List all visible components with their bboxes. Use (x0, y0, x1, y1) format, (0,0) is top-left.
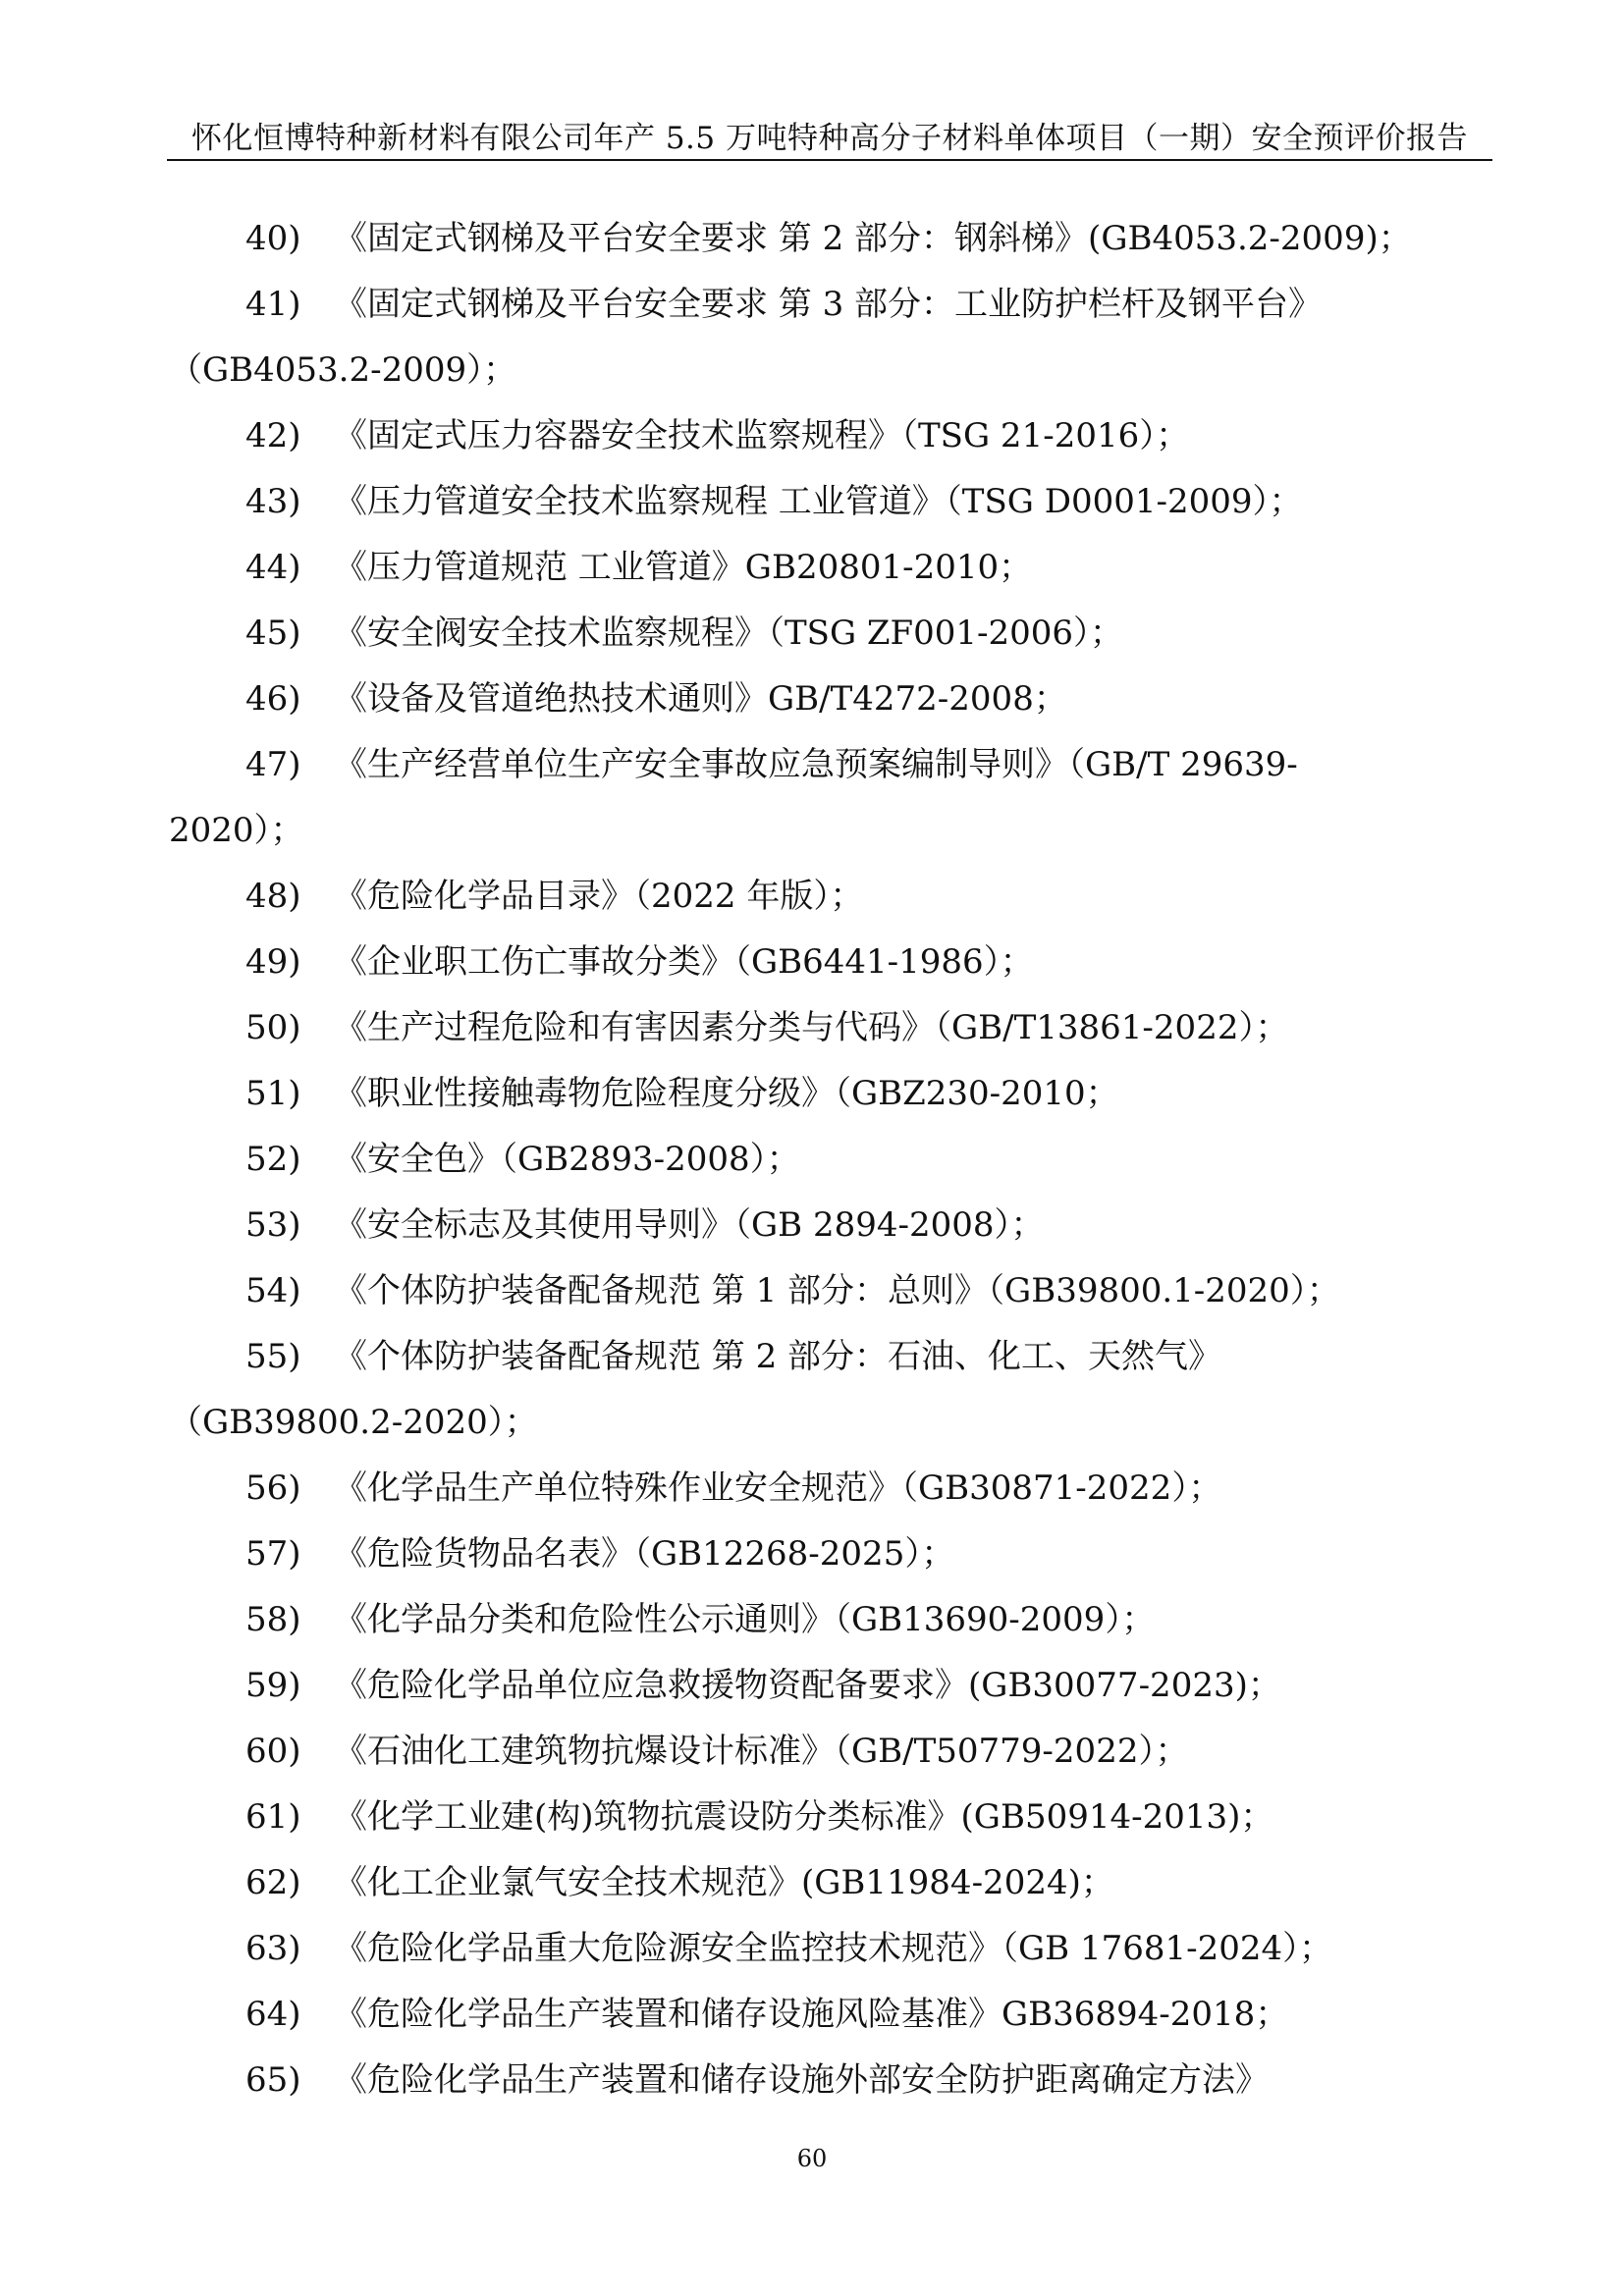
reference-text: 《个体防护装备配备规范 第 1 部分：总则》（GB39800.1-2020）； (334, 1271, 1340, 1310)
reference-number: 44) (245, 548, 301, 587)
reference-item (169, 667, 1481, 732)
reference-item (169, 930, 1481, 995)
reference-item (169, 1456, 1481, 1522)
reference-text: 《设备及管道绝热技术通则》GB/T4272-2008； (334, 679, 1067, 719)
reference-item (169, 535, 1481, 601)
reference-number: 60) (245, 1732, 301, 1771)
reference-item (169, 1785, 1481, 1850)
reference-text: 《企业职工伤亡事故分类》（GB6441-1986）； (334, 942, 1034, 982)
reference-number: 41) (245, 285, 301, 324)
reference-number: 51) (245, 1074, 301, 1113)
header-rule (167, 159, 1492, 161)
running-header: 怀化恒博特种新材料有限公司年产 5.5 万吨特种高分子材料单体项目（一期）安全预评价报告 (190, 121, 1468, 156)
reference-text: 《安全标志及其使用导则》（GB 2894-2008）； (334, 1205, 1045, 1245)
reference-text: 《安全色》（GB2893-2008）； (334, 1140, 800, 1179)
page-number: 60 (796, 2145, 828, 2172)
reference-number: 55) (245, 1337, 301, 1376)
reference-item (169, 995, 1481, 1061)
reference-text: 《压力管道规范 工业管道》GB20801-2010； (334, 548, 1033, 587)
reference-item (169, 206, 1481, 272)
reference-text: 《化工企业氯气安全技术规范》(GB11984-2024)； (334, 1863, 1114, 1902)
reference-number: 61) (245, 1797, 301, 1837)
reference-item (169, 1258, 1481, 1324)
reference-number: 56) (245, 1468, 301, 1508)
reference-number: 49) (245, 942, 301, 982)
reference-text: 《固定式钢梯及平台安全要求 第 2 部分：钢斜梯》(GB4053.2-2009)； (334, 219, 1412, 258)
reference-continuation: 2020）； (169, 811, 304, 850)
reference-number: 62) (245, 1863, 301, 1902)
reference-number: 43) (245, 482, 301, 521)
reference-text: 《化学品分类和危险性公示通则》（GB13690-2009）； (334, 1600, 1156, 1639)
reference-item (169, 1653, 1481, 1719)
reference-number: 63) (245, 1929, 301, 1968)
reference-item (169, 1587, 1481, 1653)
reference-list (169, 206, 1481, 2113)
reference-item (169, 403, 1481, 469)
reference-text: 《生产过程危险和有害因素分类与代码》（GB/T13861-2022）； (334, 1008, 1289, 1047)
reference-item (169, 1719, 1481, 1785)
reference-text: 《固定式压力容器安全技术监察规程》（TSG 21-2016）； (334, 416, 1190, 455)
reference-text: 《危险化学品重大危险源安全监控技术规范》（GB 17681-2024）； (334, 1929, 1333, 1968)
reference-number: 53) (245, 1205, 301, 1245)
reference-number: 54) (245, 1271, 301, 1310)
reference-number: 40) (245, 219, 301, 258)
reference-text: 《安全阀安全技术监察规程》（TSG ZF001-2006）； (334, 614, 1124, 653)
reference-item (169, 469, 1481, 535)
reference-item (169, 1324, 1481, 1390)
reference-item (169, 601, 1481, 667)
reference-item (169, 1982, 1481, 2048)
reference-text: 《职业性接触毒物危险程度分级》（GBZ230-2010； (334, 1074, 1119, 1113)
reference-item (169, 1061, 1481, 1127)
reference-text: 《危险化学品生产装置和储存设施风险基准》GB36894-2018； (334, 1995, 1289, 2034)
reference-number: 47) (245, 745, 301, 784)
reference-continuation: （GB39800.2-2020）； (169, 1403, 538, 1442)
reference-text: 《个体防护装备配备规范 第 2 部分：石油、化工、天然气》 (334, 1337, 1222, 1376)
reference-item (169, 1193, 1481, 1258)
reference-text: 《化学工业建(构)筑物抗震设防分类标准》(GB50914-2013)； (334, 1797, 1274, 1837)
reference-item (169, 272, 1481, 338)
reference-text: 《石油化工建筑物抗爆设计标准》（GB/T50779-2022）； (334, 1732, 1189, 1771)
reference-item (169, 1522, 1481, 1587)
reference-text: 《生产经营单位生产安全事故应急预案编制导则》（GB/T 29639- (334, 745, 1298, 784)
reference-text: 《危险化学品单位应急救援物资配备要求》(GB30077-2023)； (334, 1666, 1281, 1705)
reference-text: 《化学品生产单位特殊作业安全规范》（GB30871-2022）； (334, 1468, 1222, 1508)
reference-number: 52) (245, 1140, 301, 1179)
reference-text: 《危险货物品名表》（GB12268-2025）； (334, 1534, 955, 1574)
reference-item (169, 1916, 1481, 1982)
reference-number: 45) (245, 614, 301, 653)
reference-text: 《危险化学品目录》（2022 年版）； (334, 877, 864, 916)
reference-number: 59) (245, 1666, 301, 1705)
reference-item (169, 1850, 1481, 1916)
reference-item (169, 732, 1481, 798)
reference-item (169, 1127, 1481, 1193)
reference-item (169, 2048, 1481, 2113)
reference-text: 《危险化学品生产装置和储存设施外部安全防护距离确定方法》 (334, 2060, 1269, 2100)
reference-text: 《压力管道安全技术监察规程 工业管道》（TSG D0001-2009）； (334, 482, 1303, 521)
reference-continuation: （GB4053.2-2009）； (169, 350, 517, 390)
reference-number: 65) (245, 2060, 301, 2100)
reference-number: 42) (245, 416, 301, 455)
reference-number: 57) (245, 1534, 301, 1574)
reference-number: 46) (245, 679, 301, 719)
reference-number: 64) (245, 1995, 301, 2034)
reference-number: 58) (245, 1600, 301, 1639)
reference-number: 50) (245, 1008, 301, 1047)
reference-number: 48) (245, 877, 301, 916)
reference-text: 《固定式钢梯及平台安全要求 第 3 部分：工业防护栏杆及钢平台》 (334, 285, 1323, 324)
reference-item (169, 864, 1481, 930)
